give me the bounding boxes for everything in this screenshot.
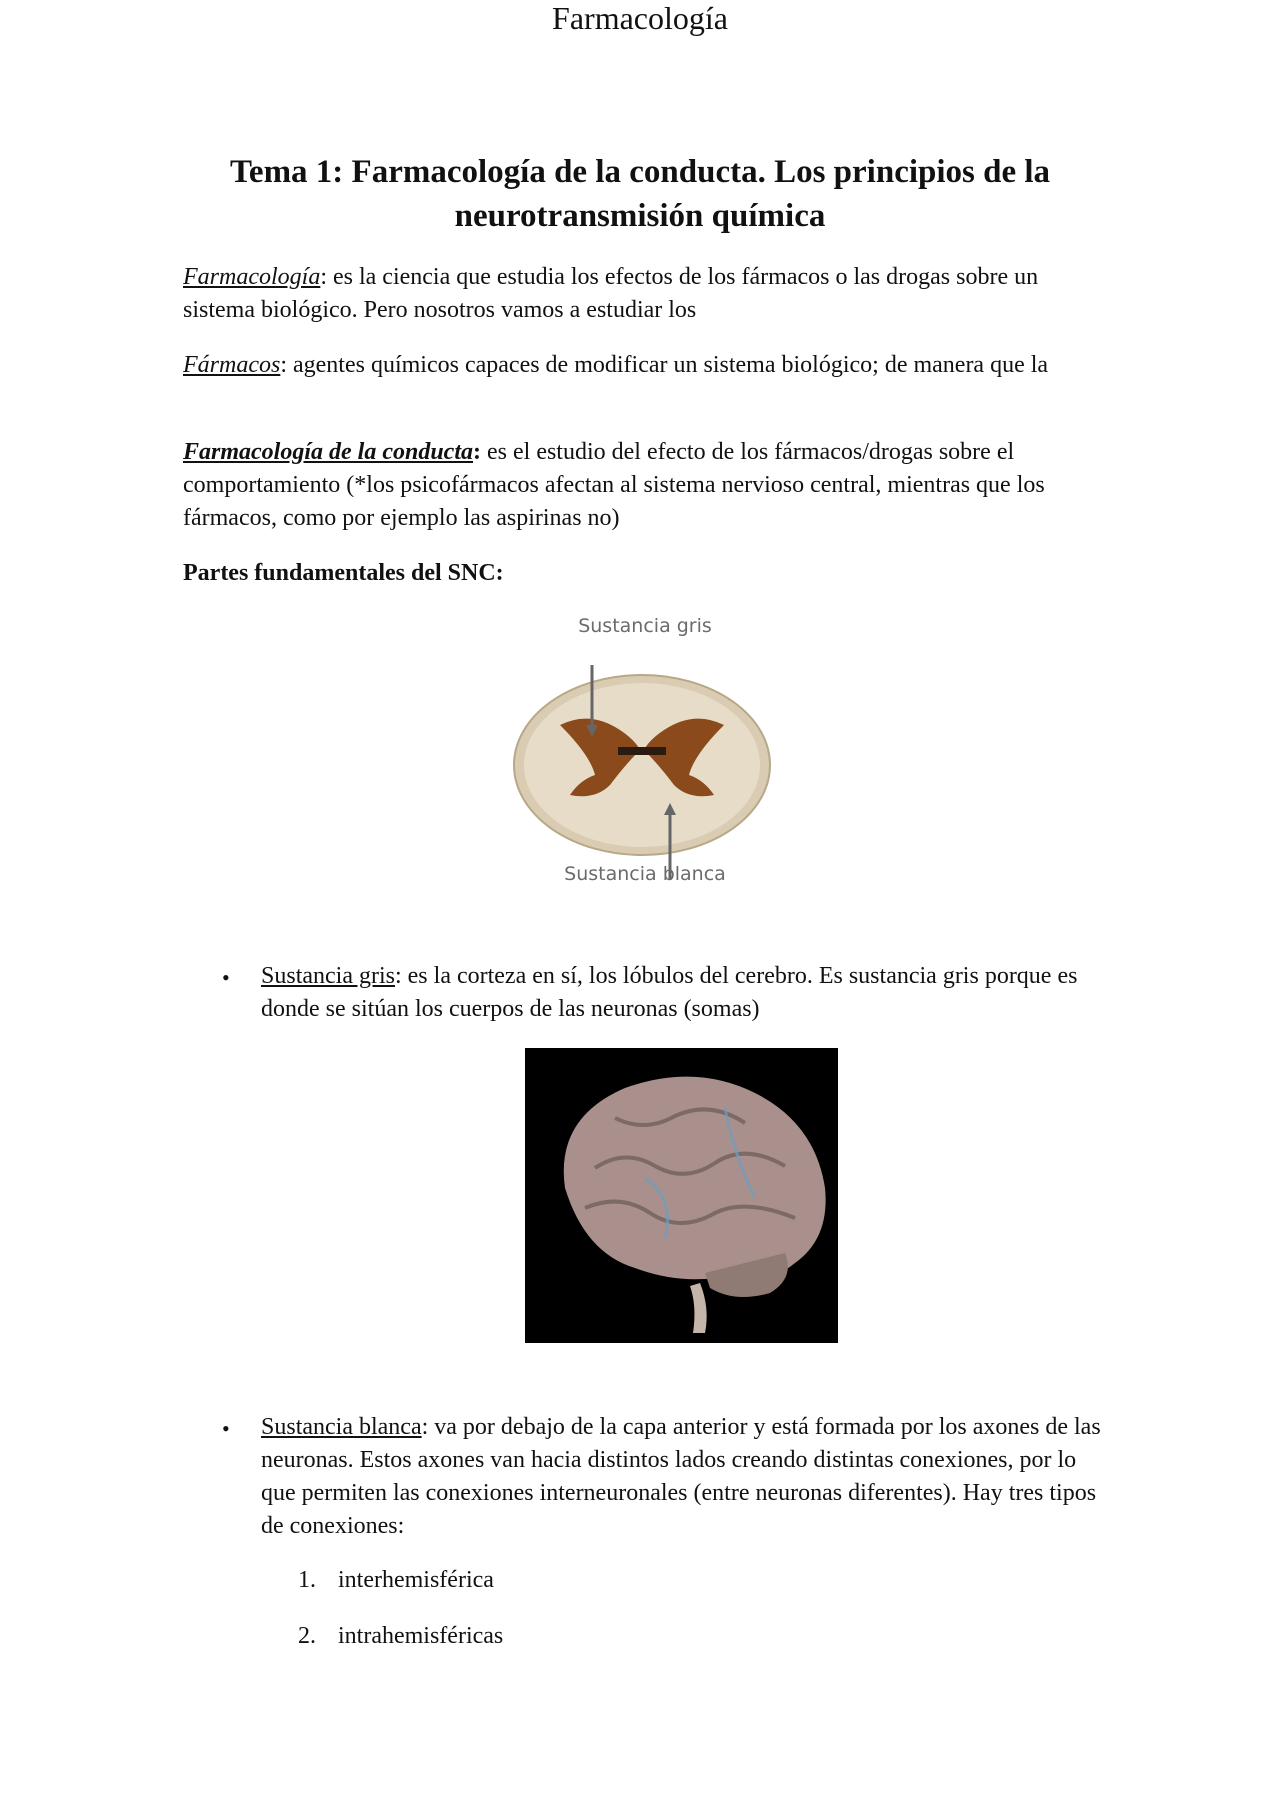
bullet-glyph: • [222,1416,230,1441]
definition-farmacologia [183,261,1093,327]
brain-illustration [525,1048,838,1343]
list-number-1: 1. [298,1567,316,1593]
bullet-glyph: • [222,965,230,990]
title-line-1: Tema 1: Farmacología de la conducta. Los principios de la [229,154,1051,190]
section-heading: Partes fundamentales del SNC: [183,560,504,586]
spinal-cord-figure [500,615,790,905]
definition-farmacos [183,349,1093,382]
term: Sustancia gris [261,963,395,989]
brain-image [525,1048,838,1343]
title-line-2: neurotransmisión química [454,198,826,234]
term: Sustancia blanca [261,1414,422,1440]
definition-text: : agentes químicos capaces de modificar un sistema biológico; de manera que la [280,352,1049,378]
term: Farmacología de la conducta [183,439,473,465]
list-number-2: 2. [298,1623,316,1649]
list-item-interhemisferica: interhemisférica [338,1567,494,1593]
figure-label-white-matter: Sustancia blanca [564,863,726,885]
definition-text: : es la ciencia que estudia los efectos de los fármacos o las drogas sobre un sistema biológico. Pero nosotros vamos a estudiar los [183,264,1039,323]
definition-farmacologia-conducta [183,436,1093,535]
spinal-cord-illustration [500,615,790,905]
bullet-text: : es la corteza en sí, los lóbulos del cerebro. Es sustancia gris porque es donde se sitúan los cuerpos de las neuronas (somas) [261,963,1078,1022]
page-header: Farmacología [552,0,728,36]
definition-text: es el estudio del efecto de los fármacos/drogas sobre el comportamiento (*los psicofármacos afectan al sistema nervioso central, mientras que los fármacos, como por ejemplo las aspirinas no) [183,439,1045,531]
bullet-item-sustancia-gris [261,960,1101,1026]
bullet-text: : va por debajo de la capa anterior y está formada por los axones de las neuronas. Estos axones van hacia distintos lados creando distintas conexiones, por lo que permiten las conexiones interneuronales (entre neuronas diferentes). Hay tres tipos de conexiones: [261,1414,1101,1539]
term: Fármacos [183,352,281,378]
term-colon: : [473,439,481,465]
term: Farmacología [183,264,321,290]
bullet-item-sustancia-blanca [261,1411,1101,1543]
figure-label-gray-matter: Sustancia gris [578,615,712,637]
list-item-intrahemisfericas: intrahemisféricas [338,1623,504,1649]
document-title [90,150,1190,238]
